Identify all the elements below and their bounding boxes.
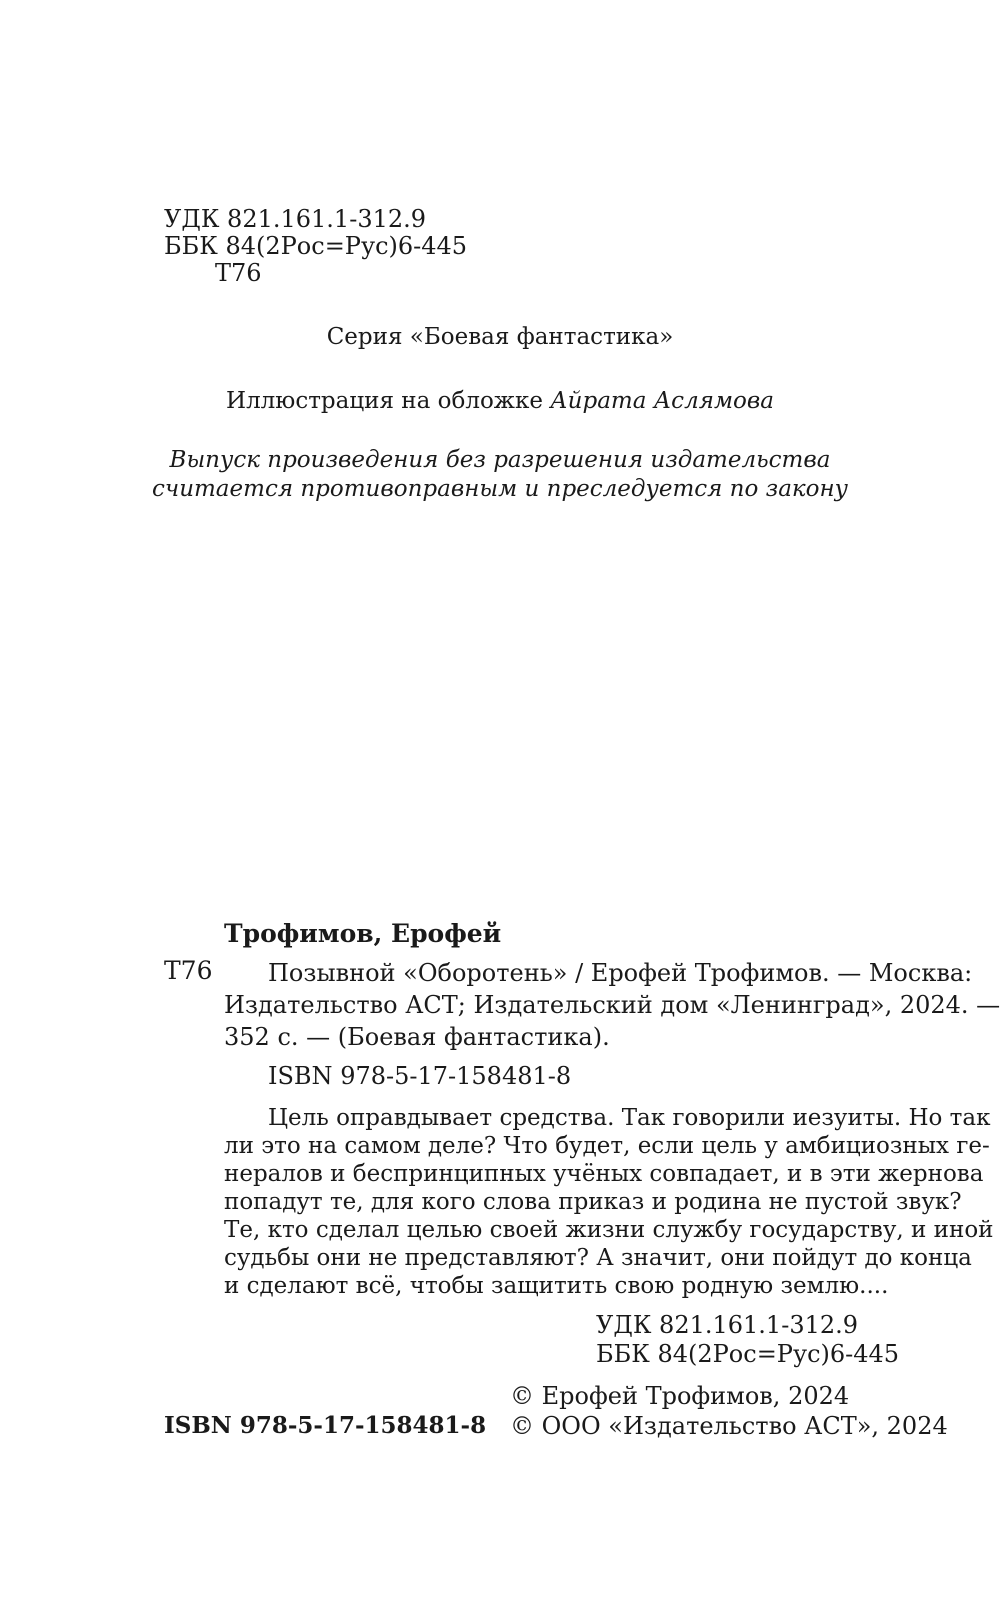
isbn-footer: ISBN 978-5-17-158481-8	[164, 1412, 487, 1439]
annotation-line: Те, кто сделал целью своей жизни службу государству, и иной	[224, 1217, 994, 1243]
legal-notice-line-2: считается противоправным и преследуется по закону	[152, 476, 848, 502]
annotation-line: и сделают всё, чтобы защитить свою родную землю....	[224, 1273, 889, 1299]
bibliography-author-mark: Т76	[164, 956, 213, 985]
bibliography-author: Трофимов, Ерофей	[224, 919, 502, 948]
bbk-code-top: ББК 84(2Рос=Рус)6-445	[164, 232, 468, 260]
copyright-author: © Ерофей Трофимов, 2024	[510, 1382, 850, 1410]
annotation-line: нералов и беспринципных учёных совпадает, и в эти жернова	[224, 1161, 984, 1187]
annotation-line: Цель оправдывает средства. Так говорили иезуиты. Но так	[268, 1105, 991, 1131]
bbk-code-bottom: ББК 84(2Рос=Рус)6-445	[596, 1340, 900, 1368]
annotation-line: судьбы они не представляют? А значит, они пойдут до конца	[224, 1245, 972, 1271]
illustration-credit	[0, 387, 1000, 415]
series-title: Серия «Боевая фантастика»	[326, 324, 674, 350]
udk-code-bottom: УДК 821.161.1-312.9	[596, 1311, 859, 1339]
bibliography-line-1: Позывной «Оборотень» / Ерофей Трофимов. — Москва:	[268, 959, 973, 987]
annotation-line: попадут те, для кого слова приказ и родина не пустой звук?	[224, 1189, 962, 1215]
bibliography-description	[224, 957, 1000, 1053]
udk-code-top: УДК 821.161.1-312.9	[164, 205, 427, 233]
author-mark-top: Т76	[215, 259, 262, 287]
legal-notice-line-1: Выпуск произведения без разрешения издательства	[169, 447, 831, 473]
illustration-prefix: Иллюстрация на обложке	[226, 388, 551, 414]
bibliography-line-3: 352 с. — (Боевая фантастика).	[224, 1023, 610, 1051]
bibliography-isbn: ISBN 978-5-17-158481-8	[268, 1062, 572, 1090]
annotation-line: ли это на самом деле? Что будет, если цель у амбициозных ге-	[224, 1133, 990, 1159]
copyright-publisher: © ООО «Издательство АСТ», 2024	[510, 1412, 948, 1440]
book-annotation	[224, 1104, 994, 1300]
illustration-artist: Айрата Аслямова	[550, 388, 774, 414]
bibliography-line-2: Издательство АСТ; Издательский дом «Ленинград», 2024. —	[224, 991, 1000, 1019]
